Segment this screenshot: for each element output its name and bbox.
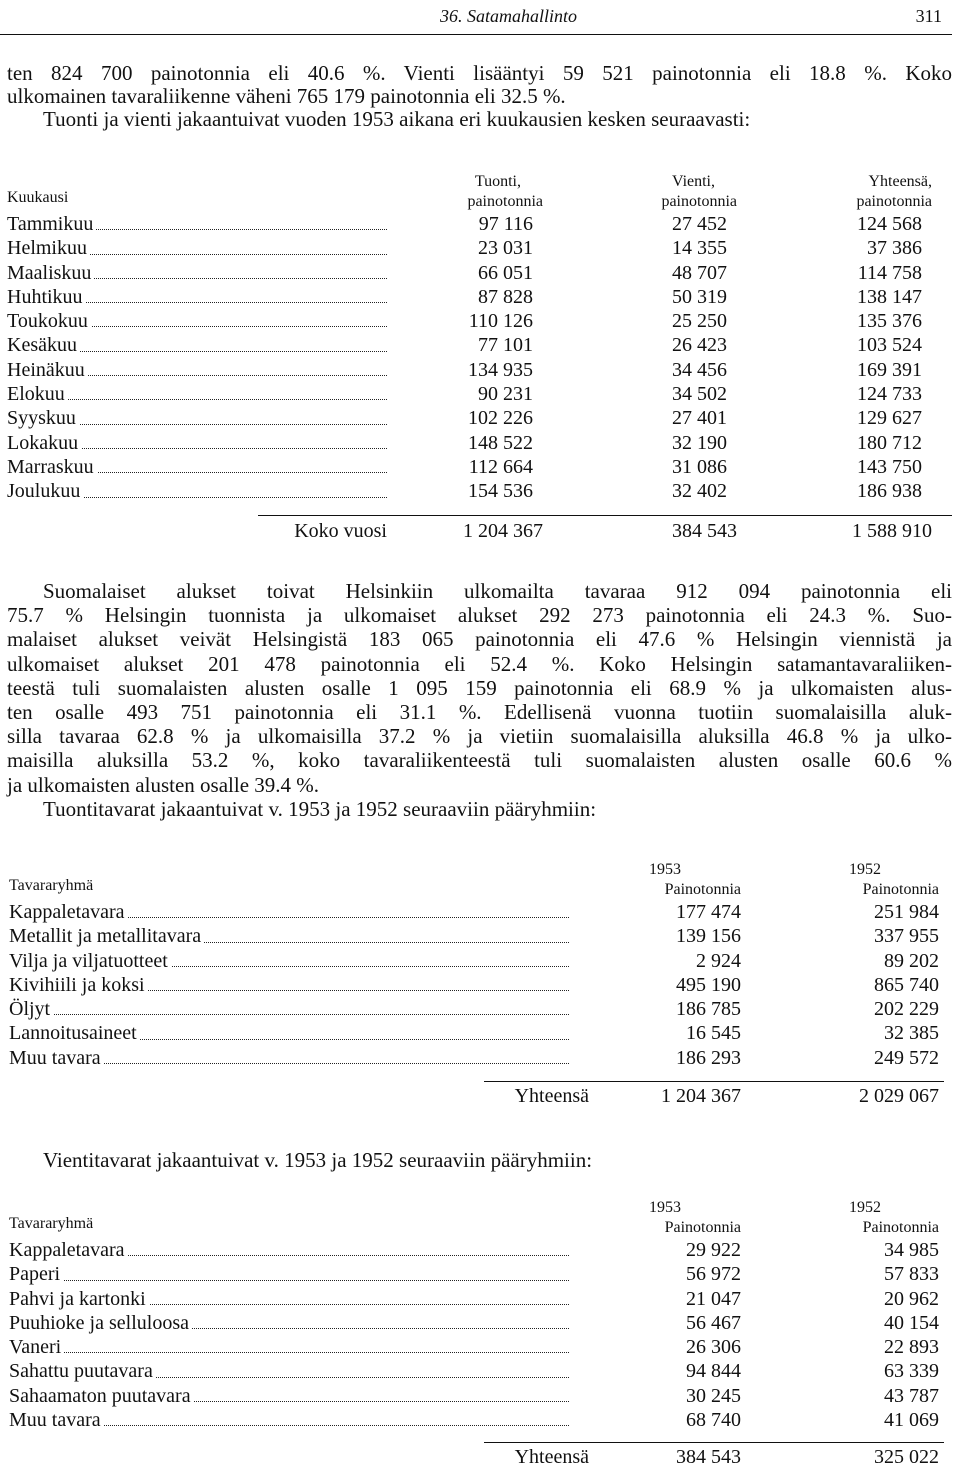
value-1953: 177 474: [676, 901, 741, 923]
value-1952: 57 833: [884, 1263, 939, 1286]
total-value: 135 376: [857, 310, 922, 333]
group-label: [9, 1262, 589, 1286]
intro-line: ten 824 700 painotonnia eli 40.6 %. Vienti lisääntyi 59 521 painotonnia eli 18.8 %. Koko: [7, 61, 952, 85]
total-1953: 1 204 367: [661, 1085, 741, 1107]
col-header-export: Vienti, painotonnia: [661, 173, 737, 210]
month-label-text: Toukokuu: [7, 310, 91, 332]
value-1953: 26 306: [686, 1336, 741, 1359]
col-label-group: Tavararyhmä: [9, 1215, 94, 1232]
group-label: [9, 1046, 589, 1070]
table-row: [9, 1384, 939, 1408]
value-1952: 22 893: [884, 1336, 939, 1359]
import-value: 87 828: [478, 285, 533, 308]
intro-line: Tuonti ja vienti jakaantuivat vuoden 1953 aikana eri kuukausien kesken seuraavasti:: [43, 107, 751, 131]
table-row: [7, 406, 932, 430]
monthly-total-row: [7, 519, 932, 543]
export-value: 25 250: [672, 310, 727, 333]
value-1953: 139 156: [676, 925, 741, 948]
total-import: 1 204 367: [463, 520, 543, 542]
para-line: Suomalaiset alukset toivat Helsinkiin ulkomailta tavaraa 912 094 painotonnia eli: [43, 579, 952, 603]
export-value: 50 319: [672, 285, 727, 308]
value-1952: 202 229: [874, 998, 939, 1021]
export-value: 34 456: [672, 358, 727, 381]
total-1952: 2 029 067: [859, 1085, 939, 1107]
value-1952: 251 984: [874, 901, 939, 923]
total-value: 186 938: [857, 480, 922, 503]
imports-table: [9, 860, 939, 1070]
value-1953: 186 293: [676, 1046, 741, 1069]
export-value: 32 190: [672, 431, 727, 454]
value-1953: 16 545: [686, 1022, 741, 1045]
table-row: [7, 236, 932, 260]
value-1953: 186 785: [676, 998, 741, 1021]
dot-leader: [9, 1352, 569, 1353]
export-value: 32 402: [672, 480, 727, 503]
month-label-text: Lokakuu: [7, 432, 81, 454]
group-label: [9, 1359, 589, 1383]
monthly-table: [7, 172, 932, 504]
value-1953: 94 844: [686, 1360, 741, 1383]
dot-leader: [9, 1280, 569, 1281]
table-row: [7, 455, 932, 479]
value-1952: 32 385: [884, 1022, 939, 1045]
value-1952: 40 154: [884, 1311, 939, 1334]
month-label-text: Helmikuu: [7, 237, 90, 259]
total-value: 103 524: [857, 334, 922, 357]
col-header-1952: 1952 Painotonnia: [849, 861, 939, 898]
export-value: 48 707: [672, 261, 727, 284]
table-row: [7, 431, 932, 455]
table-row: [9, 1408, 939, 1432]
month-label-text: Syyskuu: [7, 407, 79, 429]
total-label: Koko vuosi: [294, 520, 387, 542]
value-1952: 249 572: [874, 1046, 939, 1069]
total-total: 1 588 910: [852, 520, 932, 542]
table-row: [7, 479, 932, 503]
group-label-text: Kappaletavara: [9, 901, 127, 923]
group-label-text: Muu tavara: [9, 1047, 104, 1069]
para-line: malaiset alukset veivät Helsingistä 183 065 painotonnia eli 47.6 % Helsingin viennistä ja: [7, 627, 952, 652]
para-line: ulkomaiset alukset 201 478 painotonnia eli 52.4 %. Koko Helsingin satamantavaraliiken-: [7, 651, 952, 676]
header-rule: [0, 34, 952, 35]
month-label-text: Elokuu: [7, 383, 68, 405]
table-header: [9, 860, 939, 900]
group-label: [9, 1021, 589, 1045]
group-label: [9, 1408, 589, 1432]
table-row: [7, 261, 932, 285]
total-value: 37 386: [867, 237, 922, 260]
total-value: 180 712: [857, 431, 922, 454]
value-1952: 337 955: [874, 925, 939, 948]
import-value: 23 031: [478, 237, 533, 260]
month-label: [7, 333, 387, 357]
exports-intro-block: [7, 1149, 952, 1172]
table-row: [9, 1238, 939, 1262]
table-header: [9, 1198, 939, 1238]
month-label-text: Maaliskuu: [7, 262, 94, 284]
table-row: [7, 382, 932, 406]
table-row: [9, 1262, 939, 1286]
group-label: [9, 1287, 589, 1311]
total-value: 129 627: [857, 407, 922, 430]
month-label: [7, 479, 387, 503]
import-value: 97 116: [478, 213, 533, 235]
group-label: [9, 924, 589, 948]
group-label-text: Paperi: [9, 1263, 63, 1285]
month-label: [7, 358, 387, 382]
month-label: [7, 455, 387, 479]
col-header-1953: 1953 Painotonnia: [649, 861, 741, 898]
exports-total-row: [9, 1445, 939, 1469]
import-value: 110 126: [468, 310, 533, 333]
col-header-total: Yhteensä, painotonnia: [856, 173, 932, 210]
month-label-text: Kesäkuu: [7, 334, 80, 356]
value-1953: 68 740: [686, 1409, 741, 1432]
month-label: [7, 406, 387, 430]
group-label: [9, 1384, 589, 1408]
total-1953: 384 543: [676, 1446, 741, 1468]
import-value: 148 522: [468, 431, 533, 454]
month-label: [7, 261, 387, 285]
para-line: ja ulkomaisten alusten osalle 39.4 %.: [7, 772, 320, 797]
group-label: [9, 1311, 589, 1335]
import-value: 66 051: [478, 261, 533, 284]
value-1953: 495 190: [676, 973, 741, 996]
value-1953: 56 467: [686, 1311, 741, 1334]
total-value: 124 733: [857, 383, 922, 406]
import-value: 90 231: [478, 383, 533, 406]
value-1953: 29 922: [686, 1239, 741, 1261]
group-label: [9, 1238, 589, 1262]
table-row: [9, 1021, 939, 1045]
value-1952: 20 962: [884, 1287, 939, 1310]
group-label-text: Muu tavara: [9, 1409, 104, 1431]
month-label: [7, 431, 387, 455]
export-value: 14 355: [672, 237, 727, 260]
group-label: [9, 997, 589, 1021]
import-value: 154 536: [468, 480, 533, 503]
col-label-group: Tavararyhmä: [9, 877, 94, 894]
export-value: 27 401: [672, 407, 727, 430]
import-value: 77 101: [478, 334, 533, 357]
table-row: [9, 997, 939, 1021]
group-label: [9, 949, 589, 973]
export-value: 27 452: [672, 213, 727, 235]
group-label-text: Kivihiili ja koksi: [9, 974, 148, 996]
value-1952: 63 339: [884, 1360, 939, 1383]
group-label-text: Puuhioke ja selluloosa: [9, 1312, 192, 1334]
export-value: 34 502: [672, 383, 727, 406]
value-1952: 89 202: [884, 949, 939, 972]
col-header-1952: 1952 Painotonnia: [849, 1199, 939, 1236]
value-1952: 34 985: [884, 1239, 939, 1261]
table-row: [9, 1046, 939, 1070]
group-label-text: Sahaamaton puutavara: [9, 1385, 194, 1407]
value-1952: 865 740: [874, 973, 939, 996]
total-value: 143 750: [857, 455, 922, 478]
group-label-text: Vilja ja viljatuotteet: [9, 950, 171, 972]
import-value: 112 664: [468, 455, 533, 478]
total-value: 169 391: [857, 358, 922, 381]
month-label: [7, 382, 387, 406]
col-header-1953: 1953 Painotonnia: [649, 1199, 741, 1236]
total-export: 384 543: [672, 520, 737, 542]
intro-paragraph: [7, 62, 952, 131]
para-line: maisilla aluksilla 53.2 %, koko tavaraliikenteestä tuli suomalaisten alusten osalle 60.6 %: [7, 748, 952, 773]
exports-table: [9, 1198, 939, 1432]
group-label-text: Metallit ja metallitavara: [9, 925, 204, 947]
export-value: 31 086: [672, 455, 727, 478]
value-1952: 41 069: [884, 1409, 939, 1432]
intro-line: ulkomainen tavaraliikenne väheni 765 179 painotonnia eli 32.5 %.: [7, 84, 566, 108]
table-row: [7, 358, 932, 382]
export-value: 26 423: [672, 334, 727, 357]
col-header-import: Tuonti, painotonnia: [467, 173, 543, 210]
table-row: [9, 973, 939, 997]
total-value: 138 147: [857, 285, 922, 308]
table-row: [9, 949, 939, 973]
table-row: [9, 924, 939, 948]
month-label-text: Heinäkuu: [7, 359, 88, 381]
table-row: [9, 1335, 939, 1359]
table-row: [9, 1359, 939, 1383]
group-label-text: Lannoitusaineet: [9, 1022, 140, 1044]
month-label: [7, 309, 387, 333]
chapter-title: 36. Satamahallinto: [440, 6, 578, 26]
table-row: [9, 900, 939, 924]
imports-sum-rule: [484, 1081, 944, 1082]
dot-leader: [9, 1014, 569, 1015]
table-row: [7, 309, 932, 333]
month-label-text: Joulukuu: [7, 480, 83, 502]
exports-sum-rule: [484, 1442, 944, 1443]
table-row: [7, 285, 932, 309]
monthly-sum-rule: [258, 515, 952, 516]
group-label-text: Öljyt: [9, 998, 53, 1020]
table-row: [7, 333, 932, 357]
group-label-text: Kappaletavara: [9, 1239, 127, 1261]
para-line: ten osalle 493 751 painotonnia eli 31.1 %. Edellisenä vuonna tuotiin suomalaisilla aluk-: [7, 700, 952, 725]
exports-intro: Vientitavarat jakaantuivat v. 1953 ja 1952 seuraaviin pääryhmiin:: [43, 1148, 593, 1172]
month-label: [7, 285, 387, 309]
group-label: [9, 973, 589, 997]
table-row: [9, 1287, 939, 1311]
value-1953: 30 245: [686, 1384, 741, 1407]
para-line: teestä tuli suomalaisten alusten osalle 1 095 159 painotonnia eli 68.9 % ja ulkomaisten alus-: [7, 675, 952, 700]
page-number: 311: [915, 6, 942, 26]
para-line: silla tavaraa 62.8 % ja ulkomaisilla 37.2 % ja vietiin suomalaisilla aluksilla 46.8 % ja ulko-: [7, 724, 952, 749]
group-label-text: Pahvi ja kartonki: [9, 1288, 149, 1310]
value-1952: 43 787: [884, 1384, 939, 1407]
group-label-text: Vaneri: [9, 1336, 64, 1358]
col-label-month: Kuukausi: [7, 189, 69, 206]
shipping-paragraph: [7, 579, 952, 821]
group-label: [9, 900, 589, 924]
month-label: [7, 212, 387, 236]
table-row: [9, 1311, 939, 1335]
total-label: Yhteensä: [514, 1085, 589, 1107]
total-value: 114 758: [857, 261, 922, 284]
table-header: [7, 172, 932, 212]
import-value: 102 226: [468, 407, 533, 430]
value-1953: 56 972: [686, 1263, 741, 1286]
imports-intro: Tuontitavarat jakaantuivat v. 1953 ja 1952 seuraaviin pääryhmiin:: [43, 796, 597, 821]
table-row: [7, 212, 932, 236]
total-1952: 325 022: [874, 1446, 939, 1468]
value-1953: 2 924: [696, 949, 741, 972]
value-1953: 21 047: [686, 1287, 741, 1310]
group-label: [9, 1335, 589, 1359]
month-label-text: Marraskuu: [7, 456, 97, 478]
month-label-text: Huhtikuu: [7, 286, 86, 308]
total-label: Yhteensä: [514, 1446, 589, 1468]
group-label-text: Sahattu puutavara: [9, 1360, 156, 1382]
para-line: 75.7 % Helsingin tuonnista ja ulkomaiset alukset 292 273 painotonnia eli 24.3 %. Suo-: [7, 603, 952, 628]
imports-total-row: [9, 1084, 939, 1108]
total-value: 124 568: [857, 213, 922, 235]
month-label: [7, 236, 387, 260]
import-value: 134 935: [468, 358, 533, 381]
month-label-text: Tammikuu: [7, 213, 96, 235]
